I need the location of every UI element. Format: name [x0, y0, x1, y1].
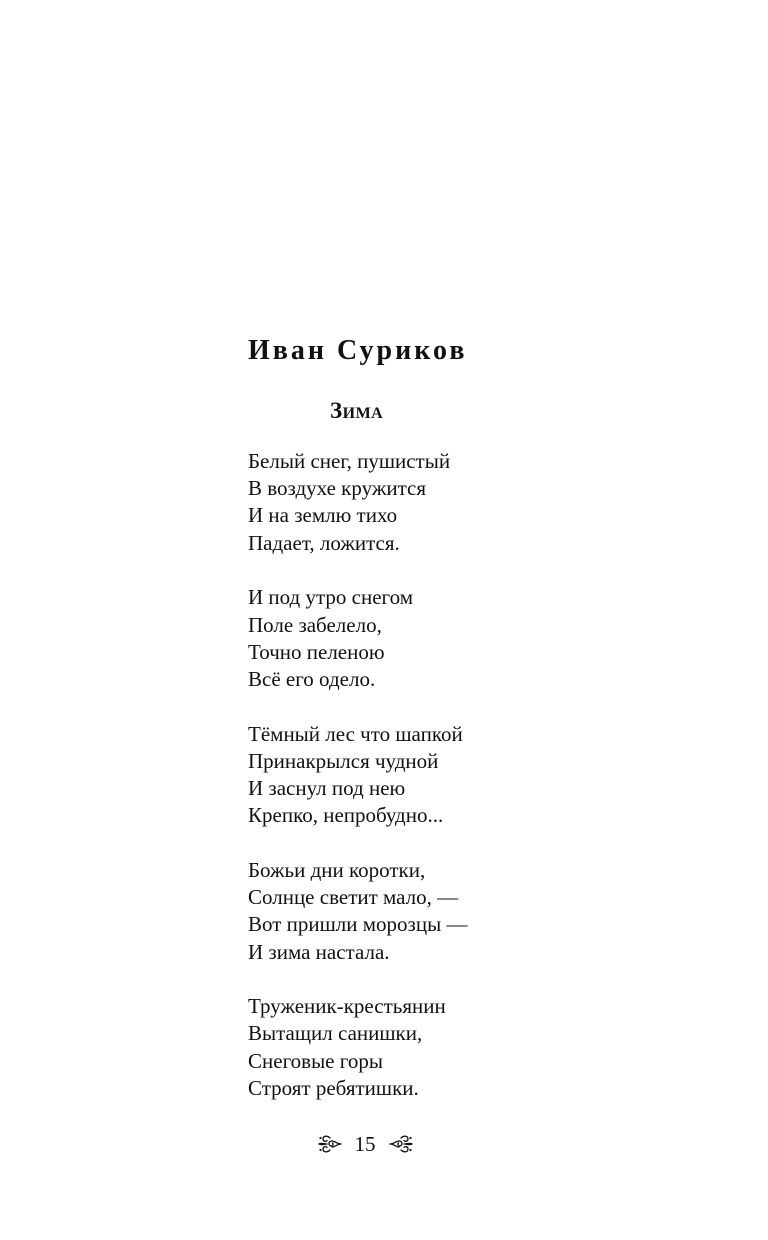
- poem-line: И заснул под нею: [248, 776, 406, 801]
- poem-line: И под утро снегом: [248, 585, 414, 610]
- poem-line: Падает, ложится.: [248, 530, 400, 555]
- poem-line: Всё его одело.: [248, 666, 376, 691]
- poem-line: Точно пеленою: [248, 639, 385, 664]
- poem-line: Солнце светит мало, —: [248, 885, 459, 910]
- poem-line: В воздухе кружится: [248, 476, 426, 501]
- poem-line: Крепко, непробудно...: [248, 803, 444, 828]
- page-number: 15: [354, 1132, 376, 1156]
- floral-ornament-icon: [388, 1131, 414, 1157]
- floral-ornament-icon: [317, 1131, 343, 1157]
- poem-line: И зима настала.: [248, 939, 390, 964]
- stanza-5: [248, 993, 548, 1102]
- poem-line: Вытащил санишки,: [248, 1021, 423, 1046]
- poem-line: Принакрылся чудной: [248, 748, 439, 773]
- poem-body: [248, 448, 548, 1130]
- poem-line: И на землю тихо: [248, 503, 398, 528]
- poem-line: Строят ребятишки.: [248, 1075, 419, 1100]
- page-footer: [300, 1128, 430, 1160]
- author-name: Иван Суриков: [248, 335, 468, 366]
- poem-line: Поле забелело,: [248, 612, 382, 637]
- stanza-1: [248, 448, 548, 557]
- poem-title: Зима: [330, 398, 384, 423]
- stanza-3: [248, 721, 548, 830]
- poem-line: Труженик-крестьянин: [248, 994, 446, 1019]
- stanza-2: [248, 584, 548, 693]
- poem-line: Белый снег, пушистый: [248, 449, 451, 473]
- stanza-4: [248, 857, 548, 966]
- poem-line: Тёмный лес что шапкой: [248, 721, 463, 746]
- poem-line: Снеговые горы: [248, 1048, 383, 1073]
- poem-line: Божьи дни коротки,: [248, 857, 426, 882]
- poem-line: Вот пришли морозцы —: [248, 912, 468, 937]
